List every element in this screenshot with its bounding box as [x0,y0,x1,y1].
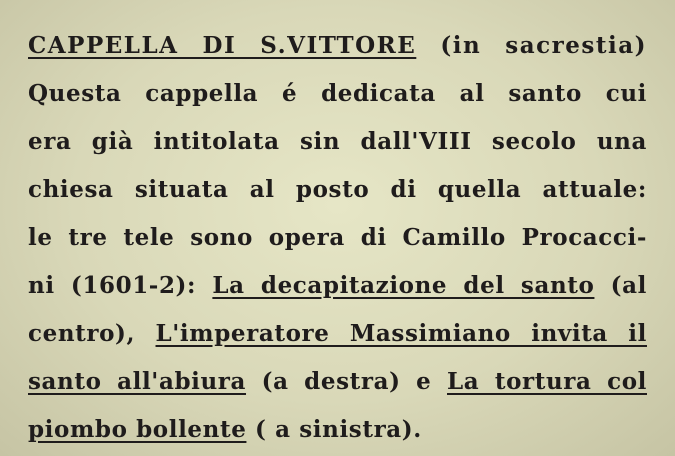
sign-text-segment: ni (1601-2): [28,272,213,299]
sign-title-line [28,22,647,70]
sign-text-line-1 [28,70,647,118]
sign-text-segment: Questa cappella é dedicata al santo cui [28,80,647,107]
sign-text-line-4 [28,214,647,262]
sign-text-line-6 [28,310,647,358]
sign-text-segment: chiesa situata al posto di quella attuale: [28,176,647,203]
sign-text-segment: ( a sinistra). [246,416,422,443]
sign-text-segment: (a destra) e [246,368,447,395]
sign-text-line-7 [28,358,647,406]
painting-title-emperor: L'imperatore Massimiano invita il [155,320,647,347]
sign-text-line-5 [28,262,647,310]
sign-text-segment: centro), [28,320,156,347]
sign-text-line-3 [28,166,647,214]
sign-text-segment: era già intitolata sin dall'VIII secolo una [28,128,647,155]
painting-title-emperor-cont: santo all'abiura [28,368,247,395]
sign-text-line-8 [28,406,659,454]
sign-text-segment: (al [594,272,648,299]
sign-text-line-2 [28,118,647,166]
chapel-title: CAPPELLA DI S.VITTORE [28,32,417,59]
sign-text-segment: le tre tele sono opera di Camillo Procacci- [28,224,647,251]
painting-title-torture-cont: piombo bollente [28,416,247,443]
painting-title-torture: La tortura col [447,368,647,395]
chapel-location: (in sacrestia) [416,32,648,59]
painting-title-decapitation: La decapitazione del santo [212,272,595,299]
